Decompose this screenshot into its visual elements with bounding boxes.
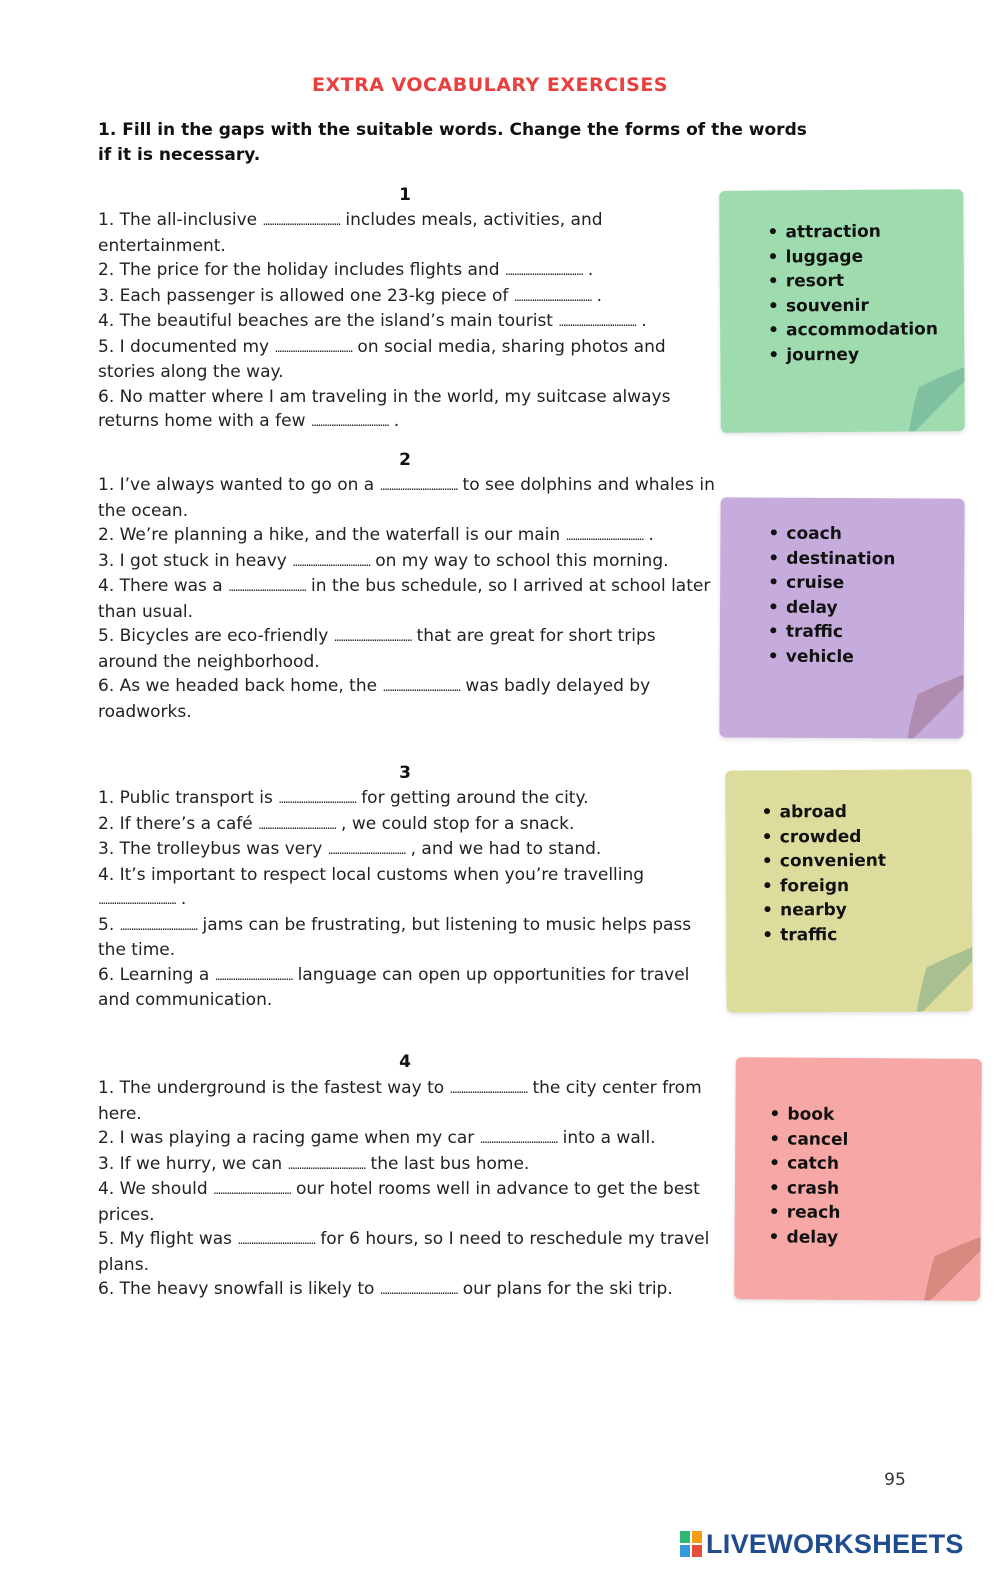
word-bank-item: • resort [768,268,964,294]
exercise-sentence [98,549,718,575]
answer-blank[interactable]: ................................... [504,264,583,278]
section-number: 1 [399,185,411,205]
exercise-sentence [98,284,718,310]
sentence-text: the city center from here. [98,1078,702,1124]
exercise-sentence [98,812,718,838]
word-bank-item: • coach [768,522,964,548]
word-box-2 [719,497,964,738]
answer-blank[interactable]: ................................... [119,918,198,933]
word-list [725,769,972,947]
liveworksheets-logo-text: LIVEWORKSHEETS [706,1528,964,1559]
sentence-text: 6. Learning a [98,964,215,985]
word-bank-item: • crash [769,1176,981,1202]
sentence-text: for 6 hours, so I need to reschedule my travel plans. [98,1229,710,1275]
word-bank-item: • vehicle [768,644,964,670]
sentence-text: 3. The trolleybus was very [98,839,328,859]
word-box-3 [725,769,972,1012]
sentence-text: 6. The heavy snowfall is likely to [98,1279,380,1299]
exercise-sentence [98,1227,718,1277]
exercise-sentence [98,473,718,523]
sentence-text: 2. We’re planning a hike, and the waterfall is our main [98,525,566,545]
sentence-text: was badly delayed by roadworks. [98,676,651,722]
sentence-text: . [175,889,187,909]
word-bank-item: • luggage [768,244,964,270]
word-bank-item: • delay [769,1225,981,1251]
exercise-sentence [98,309,718,335]
sentence-text: 4. It’s important to respect local customs when you’re travelling [98,864,645,885]
section-number: 3 [399,763,411,783]
word-bank-item: • nearby [762,897,972,923]
sentence-text: the last bus home. [365,1153,530,1174]
sentence-text: 6. No matter where I am traveling in the world, my suitcase always returns home with a few [98,386,671,431]
answer-blank[interactable]: ................................... [382,680,460,694]
answer-blank[interactable]: ................................... [98,893,176,907]
sentence-text: to see dolphins and whales in the ocean. [98,475,715,521]
liveworksheets-logo[interactable] [680,1526,964,1562]
sentence-text: . [635,311,647,331]
sentence-text: 1. The underground is the fastest way to [98,1078,450,1098]
sentence-text: 2. The price for the holiday includes flights and [98,260,505,280]
folded-corner [924,1236,980,1300]
exercise-sentence [98,385,718,435]
section-4-sentences [98,1076,718,1303]
sentence-text: our hotel rooms well in advance to get the best prices. [98,1179,700,1225]
exercise-sentence [98,837,718,863]
word-bank-item: • journey [768,342,964,368]
word-bank-item: • convenient [762,848,972,874]
sentence-text: our plans for the ski trip. [457,1279,673,1299]
sentence-text: 1. I’ve always wanted to go on a [98,475,380,495]
word-list [735,1057,982,1251]
sentence-text: 3. I got stuck in heavy [98,550,293,571]
page-title: EXTRA VOCABULARY EXERCISES [312,74,668,96]
sentence-text: 2. If there’s a café [98,813,259,834]
exercise-sentence [98,863,718,913]
sentence-text: , we could stop for a snack. [335,813,575,834]
sentence-text: . [388,411,400,431]
word-bank-item: • catch [769,1151,981,1177]
exercise-sentence [98,574,718,624]
exercise-sentence [98,786,718,812]
word-bank-item: • cancel [769,1127,981,1153]
sentence-text: that are great for short trips around the neighborhood. [98,626,656,672]
section-1-sentences [98,208,718,435]
word-bank-item: • abroad [762,799,972,825]
sentence-text: 5. My flight was [98,1229,238,1249]
exercise-sentence [98,1277,718,1303]
answer-blank[interactable]: ................................... [379,1283,458,1297]
sentence-text: 1. The all-inclusive [98,210,263,230]
answer-blank[interactable]: ................................... [214,968,293,983]
word-bank-item: • attraction [767,219,963,245]
exercise-sentence [98,913,718,963]
answer-blank[interactable]: ................................... [513,289,592,304]
exercise-sentence [98,523,718,549]
word-bank-item: • souvenir [768,293,964,319]
sentence-text: language can open up opportunities for travel and communication. [98,964,690,1010]
answer-blank[interactable]: ................................... [287,1157,366,1172]
exercise-sentence [98,1177,718,1227]
answer-blank[interactable]: ................................... [237,1233,315,1247]
answer-blank[interactable]: ................................... [274,340,353,355]
word-list [720,497,965,669]
sentence-text: on my way to school this morning. [369,550,669,571]
exercise-sentence [98,674,718,724]
answer-blank[interactable]: ................................... [449,1082,528,1096]
sentence-text: for getting around the city. [355,788,589,808]
sentence-text: . [582,260,594,280]
page-number: 95 [884,1470,906,1490]
word-bank-item: • traffic [768,620,964,646]
folded-corner [916,947,972,1011]
word-bank-item: • foreign [762,873,972,899]
exercise-sentence [98,1076,718,1126]
word-box-4 [734,1057,982,1301]
sentence-text: . [643,525,654,545]
section-number: 4 [399,1052,411,1072]
liveworksheets-logo-icon [680,1531,702,1557]
sentence-text: 4. We should [98,1179,214,1199]
sentence-text: into a wall. [557,1128,656,1148]
sentence-text: 5. I documented my [98,336,275,357]
answer-blank[interactable]: ................................... [278,792,356,806]
sentence-text: 1. Public transport is [98,788,279,808]
section-2-sentences [98,473,718,724]
instruction: 1. Fill in the gaps with the suitable words. Change the forms of the words if it is necessary. [98,120,807,165]
exercise-sentence [98,208,718,258]
sentence-text: . [591,285,603,306]
sentence-text: includes meals, activities, and entertainment. [98,210,603,256]
answer-blank[interactable]: ................................... [213,1183,291,1197]
sentence-text: 2. I was playing a racing game when my car [98,1128,480,1148]
answer-blank[interactable]: ................................... [228,580,306,594]
word-bank-item: • book [769,1102,981,1128]
folded-corner [907,674,963,738]
answer-blank[interactable]: ................................... [479,1132,558,1146]
exercise-sentence [98,1126,718,1152]
answer-blank[interactable]: ................................... [558,315,636,329]
word-bank-item: • delay [768,595,964,621]
answer-blank[interactable]: ................................... [327,843,406,857]
exercise-sentence [98,624,718,674]
sentence-text: 5. [98,914,120,935]
sentence-text: 5. Bicycles are eco-friendly [98,626,334,646]
answer-blank[interactable]: ................................... [379,479,458,493]
section-3-sentences [98,786,718,1013]
sentence-text: on social media, sharing photos and stories along the way. [98,336,666,382]
sentence-text: 3. Each passenger is allowed one 23-kg piece of [98,285,514,306]
exercise-sentence [98,1152,718,1178]
sentence-text: 4. There was a [98,576,229,596]
word-bank-item: • traffic [762,922,972,948]
sentence-text: jams can be frustrating, but listening to music helps pass the time. [98,914,692,960]
sentence-text: 3. If we hurry, we can [98,1153,288,1174]
word-bank-item: • crowded [762,824,972,850]
sentence-text: in the bus schedule, so I arrived at school later than usual. [98,576,711,622]
answer-blank[interactable]: ................................... [262,214,341,228]
answer-blank[interactable]: ................................... [565,529,644,543]
answer-blank[interactable]: ................................... [258,817,336,832]
word-bank-item: • reach [769,1200,981,1226]
answer-blank[interactable]: ................................... [292,554,370,569]
answer-blank[interactable]: ................................... [333,630,412,644]
word-box-1 [719,189,965,433]
word-bank-item: • cruise [768,571,964,597]
word-bank-item: • destination [768,546,964,572]
word-bank-item: • accommodation [768,317,964,343]
sentence-text: 6. As we headed back home, the [98,676,383,696]
folded-corner [908,367,964,431]
exercise-sentence [98,963,718,1013]
sentence-text: , and we had to stand. [405,839,602,859]
exercise-sentence [98,258,718,284]
section-number: 2 [399,450,411,470]
answer-blank[interactable]: ................................... [310,415,389,429]
sentence-text: 4. The beautiful beaches are the island’s main tourist [98,311,559,331]
exercise-sentence [98,335,718,385]
word-list [719,189,964,368]
